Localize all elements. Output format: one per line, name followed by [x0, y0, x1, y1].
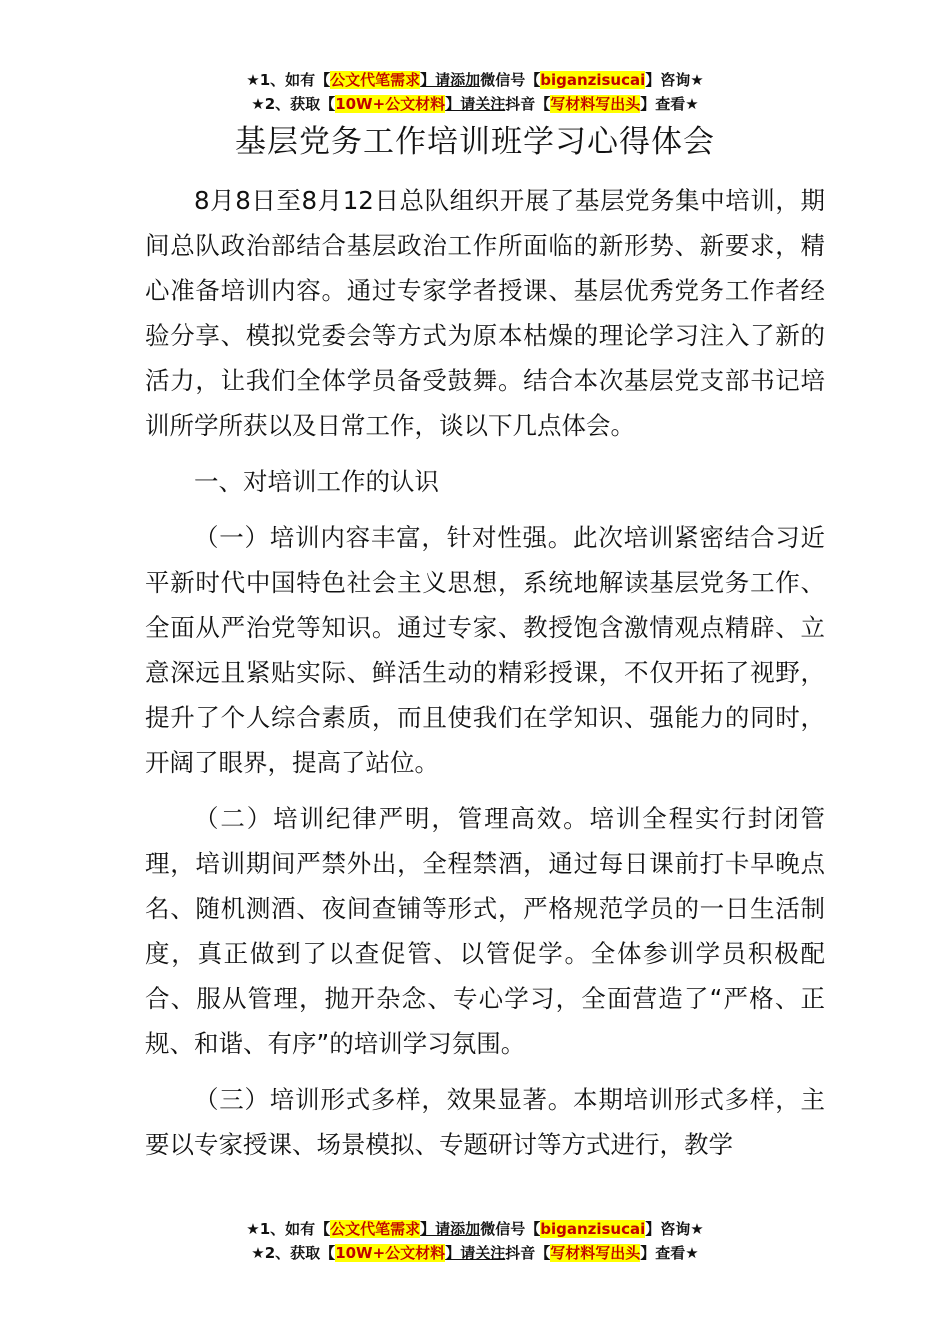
highlight-materials: 10W+公文材料 [335, 95, 446, 113]
paragraph-point-1: （一）培训内容丰富，针对性强。此次培训紧密结合习近平新时代中国特色社会主义思想，系统地解读基层党务工作、全面从严治党等知识。通过专家、教授饱含激情观点精辟、立意深远且紧贴实际、鲜活生动的精彩授课，不仅开拓了视野，提升了个人综合素质，而且使我们在学知识、强能力的同时，开阔了眼界，提高了站位。 [145, 523, 825, 777]
highlight-wechat-id: biganzisucai [540, 1220, 646, 1238]
banner-text: 】查看★ [640, 1244, 699, 1262]
banner-line-1 [0, 1217, 950, 1241]
banner-text: 抖音【 [505, 1244, 551, 1262]
banner-text: 微信号【 [480, 1220, 541, 1238]
banner-text: 抖音【 [505, 95, 551, 113]
banner-text: 】请关注 [445, 95, 506, 113]
document-title: 基层党务工作培训班学习心得体会 [235, 124, 715, 160]
highlight-materials: 10W+公文材料 [335, 1244, 446, 1262]
banner-text: ★2、获取【 [251, 1244, 336, 1262]
highlight-wechat-id: biganzisucai [540, 71, 646, 89]
banner-text: ★1、如有【 [246, 71, 331, 89]
highlight-douyin-id: 写材料写出头 [550, 95, 641, 113]
paragraph-intro: 8月8日至8月12日总队组织开展了基层党务集中培训，期间总队政治部结合基层政治工作所面临的新形势、新要求，精心准备培训内容。通过专家学者授课、基层优秀党务工作者经验分享、模拟党委会等方式为原本枯燥的理论学习注入了新的活力，让我们全体学员备受鼓舞。结合本次基层党支部书记培训所学所获以及日常工作，谈以下几点体会。 [145, 186, 825, 440]
document-body [145, 178, 825, 1167]
highlight-service: 公文代笔需求 [330, 71, 421, 89]
banner-text: 】请添加 [420, 71, 481, 89]
banner-text: 】查看★ [640, 95, 699, 113]
banner-text: 】请关注 [445, 1244, 506, 1262]
section-heading: 一、对培训工作的认识 [194, 467, 439, 496]
banner-text: 微信号【 [480, 71, 541, 89]
banner-line-2 [0, 92, 950, 116]
banner-text: 】咨询★ [645, 1220, 704, 1238]
banner-line-1 [0, 68, 950, 92]
banner-text: ★2、获取【 [251, 95, 336, 113]
paragraph-point-3: （三）培训形式多样，效果显著。本期培训形式多样，主要以专家授课、场景模拟、专题研讨等方式进行，教学 [145, 1085, 825, 1159]
footer-banner [0, 1217, 950, 1265]
banner-text: 】请添加 [420, 1220, 481, 1238]
header-banner [0, 68, 950, 116]
highlight-douyin-id: 写材料写出头 [550, 1244, 641, 1262]
banner-text: 】咨询★ [645, 71, 704, 89]
banner-text: ★1、如有【 [246, 1220, 331, 1238]
paragraph-point-2: （二）培训纪律严明，管理高效。培训全程实行封闭管理，培训期间严禁外出，全程禁酒，通过每日课前打卡早晚点名、随机测酒、夜间查铺等形式，严格规范学员的一日生活制度，真正做到了以查促管、以管促学。全体参训学员积极配合、服从管理，抛开杂念、专心学习，全面营造了“严格、正规、和谐、有序”的培训学习氛围。 [145, 804, 825, 1058]
banner-line-2 [0, 1241, 950, 1265]
highlight-service: 公文代笔需求 [330, 1220, 421, 1238]
